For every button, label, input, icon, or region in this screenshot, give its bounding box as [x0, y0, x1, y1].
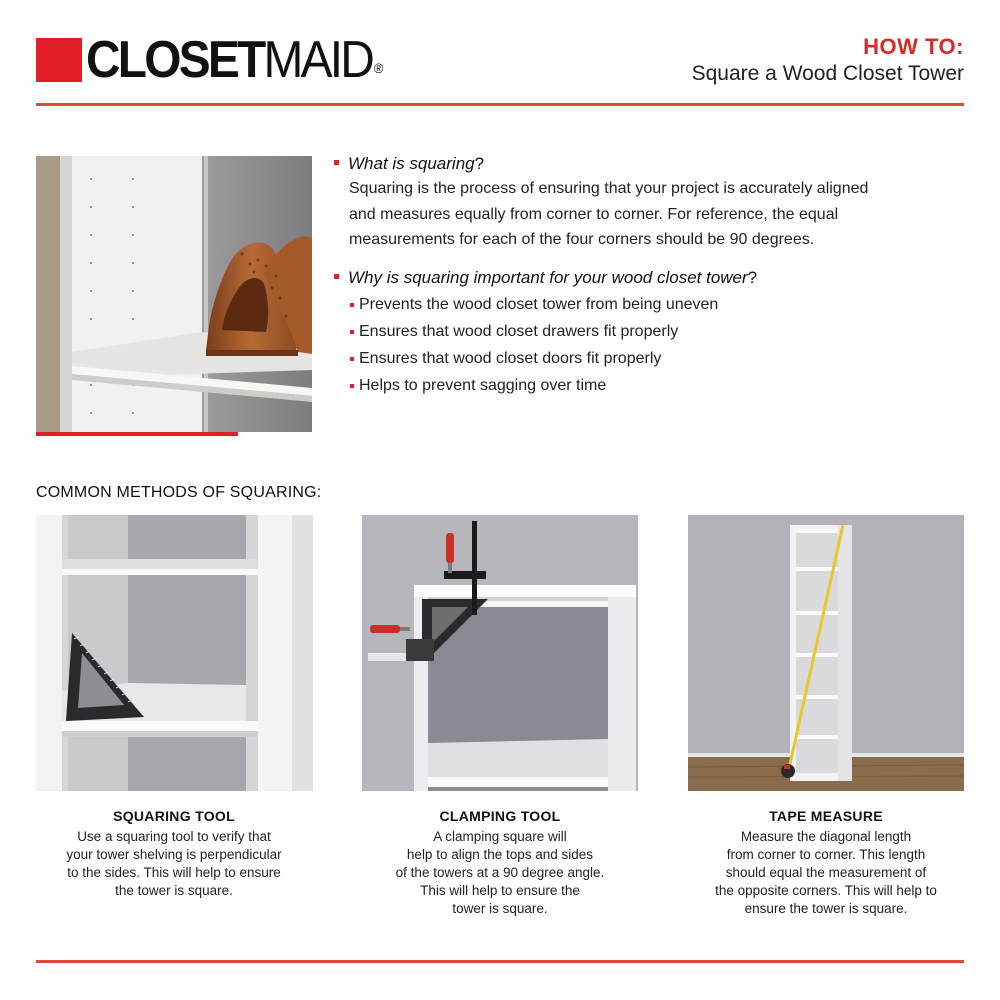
- description-line: from corner to corner. This length: [726, 847, 926, 862]
- description-line: should equal the measurement of: [725, 865, 927, 880]
- method-caption-squaring-tool: [24, 808, 324, 900]
- list-item-text: Ensures that wood closet drawers fit properly: [359, 322, 679, 340]
- question-mark: ?: [747, 267, 758, 287]
- answer-paragraph: [349, 176, 974, 253]
- benefit-list: [334, 291, 974, 399]
- list-item: [334, 318, 974, 345]
- question-what-is-squaring: [334, 152, 974, 176]
- description-line: A clamping square will: [433, 829, 567, 844]
- faq-section: [334, 152, 974, 399]
- description-line: Use a squaring tool to verify that: [77, 829, 271, 844]
- method-caption-clamping-tool: [350, 808, 650, 918]
- description-line: tower is square.: [452, 901, 548, 916]
- description-line: your tower shelving is perpendicular: [66, 847, 282, 862]
- method-description: [24, 828, 324, 900]
- answer-line: and measures equally from corner to corner. For reference, the equal: [349, 205, 839, 223]
- question-why-squaring-important: [334, 266, 974, 290]
- hero-photo-shoes-on-shelf: [36, 156, 312, 432]
- page-title: Square a Wood Closet Tower: [691, 62, 964, 85]
- description-line: help to align the tops and sides: [406, 847, 594, 862]
- footer-divider: [36, 960, 964, 963]
- list-item-text: Helps to prevent sagging over time: [359, 376, 607, 394]
- logo-mark: [36, 38, 82, 82]
- question-text: What is squaring: [348, 154, 475, 173]
- description-line: Measure the diagonal length: [740, 829, 912, 844]
- brand-logo: [86, 30, 382, 90]
- logo-text-light: MAID: [263, 31, 373, 89]
- method-caption-tape-measure: [676, 808, 976, 918]
- list-item-text: Ensures that wood closet doors fit properly: [359, 349, 662, 367]
- question-text: Why is squaring important for your wood closet tower: [348, 267, 748, 287]
- method-description: [350, 828, 650, 918]
- description-line: This will help to ensure the: [420, 883, 580, 898]
- logo-text-bold: CLOSET: [86, 31, 264, 89]
- answer-line: Squaring is the process of ensuring that your project is accurately aligned: [349, 180, 869, 197]
- description-line: of the towers at a 90 degree angle.: [395, 865, 605, 880]
- squaring-tool-photo: [36, 515, 313, 791]
- question-mark: ?: [474, 154, 485, 173]
- tape-measure-photo: [688, 515, 964, 791]
- red-bullet-icon: [350, 384, 354, 388]
- description-line: to the sides. This will help to ensure: [67, 865, 281, 880]
- method-title: TAPE MEASURE: [769, 808, 883, 824]
- method-title: CLAMPING TOOL: [439, 808, 561, 824]
- list-item: [334, 345, 974, 372]
- methods-heading: COMMON METHODS OF SQUARING:: [36, 484, 322, 501]
- howto-label: HOW TO:: [863, 34, 964, 59]
- clamping-tool-photo: [362, 515, 638, 791]
- red-bullet-icon: [334, 160, 339, 165]
- header-divider: [36, 103, 964, 106]
- answer-line: measurements for each of the four corners should be 90 degrees.: [349, 231, 815, 248]
- registered-mark: ®: [373, 60, 384, 76]
- method-title: SQUARING TOOL: [113, 808, 235, 824]
- list-item: [334, 291, 974, 318]
- red-bullet-icon: [350, 303, 354, 307]
- description-line: ensure the tower is square.: [744, 901, 908, 916]
- method-description: [676, 828, 976, 918]
- red-bullet-icon: [350, 357, 354, 361]
- list-item: [334, 372, 974, 399]
- list-item-text: Prevents the wood closet tower from being uneven: [359, 295, 719, 313]
- hero-accent-bar: [36, 432, 238, 436]
- description-line: the tower is square.: [115, 883, 233, 898]
- red-bullet-icon: [334, 274, 339, 279]
- red-bullet-icon: [350, 330, 354, 334]
- description-line: the opposite corners. This will help to: [715, 883, 937, 898]
